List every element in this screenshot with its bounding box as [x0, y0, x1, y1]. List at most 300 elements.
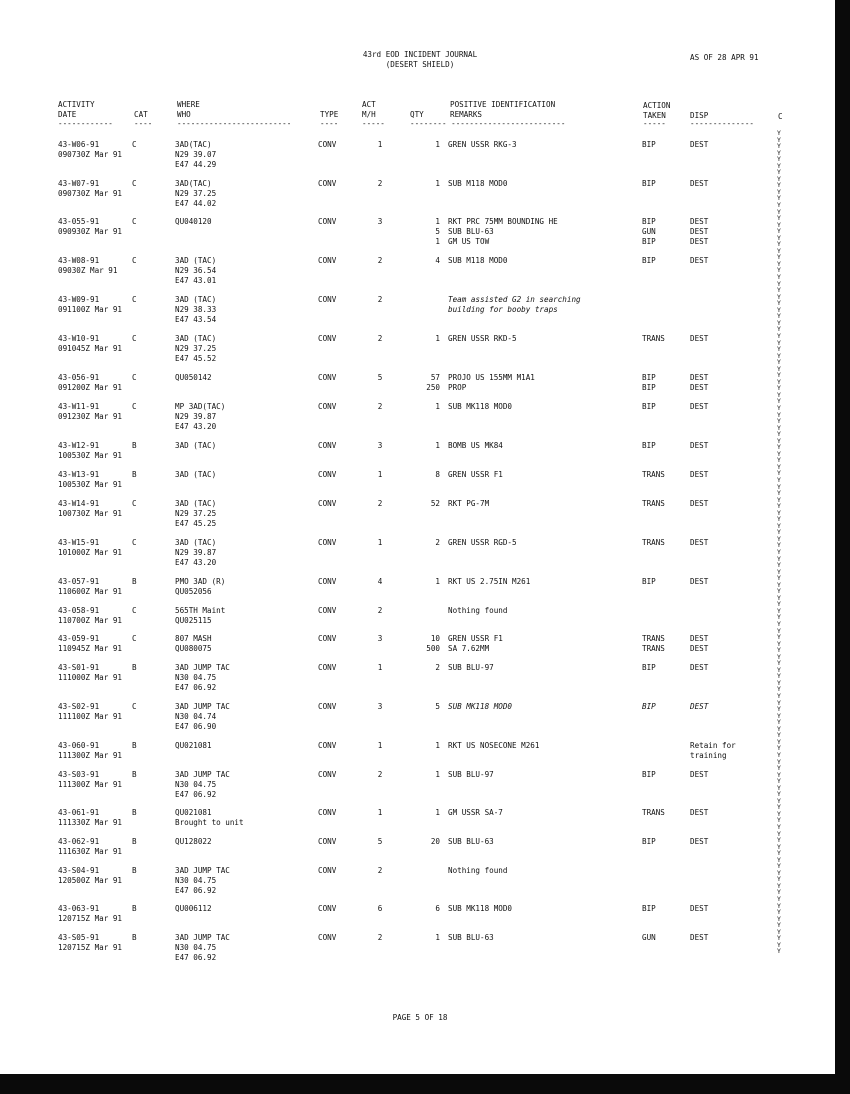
activity-date-cell-line: 091100Z Mar 91 — [58, 305, 123, 314]
type-cell — [318, 866, 336, 876]
qty-cell-line: 20 — [430, 837, 440, 846]
remarks-cell-line — [448, 558, 517, 568]
qty-cell — [405, 663, 440, 693]
act-mh-cell — [370, 634, 390, 644]
activity-date-cell-line: 43-W06-91 — [58, 140, 100, 149]
qty-cell — [405, 499, 440, 529]
act-mh-cell — [370, 441, 390, 451]
remarks-cell-line — [448, 266, 507, 276]
type-cell-line: CONV — [318, 441, 337, 450]
c-column-mark: Y — [777, 456, 781, 465]
c-column-mark: Y — [777, 777, 781, 786]
where-who-cell-line: N29 37.25 — [175, 344, 217, 353]
action-taken-cell-line — [642, 422, 656, 432]
activity-date-cell — [58, 866, 122, 886]
col-header-positive-id: POSITIVE IDENTIFICATION — [450, 100, 556, 109]
action-taken-cell-line: TRANS — [642, 808, 665, 817]
cat-cell-line: C — [132, 538, 137, 547]
qty-cell — [405, 140, 440, 170]
disp-cell — [690, 256, 708, 286]
c-column-mark: Y — [777, 528, 781, 537]
action-taken-cell-line — [642, 266, 656, 276]
act-mh-cell — [370, 538, 390, 548]
c-column-mark: Y — [777, 829, 781, 838]
activity-date-cell — [58, 373, 122, 393]
where-who-cell-line: E47 06.92 — [175, 683, 217, 692]
action-taken-cell — [642, 441, 656, 471]
action-taken-cell-line — [642, 548, 665, 558]
disp-cell — [690, 808, 708, 838]
where-who-cell-line: 3AD (TAC) — [175, 256, 217, 265]
where-who-cell-line: N30 04.75 — [175, 876, 217, 885]
disp-cell-line — [690, 276, 708, 286]
activity-date-cell-line: 100530Z Mar 91 — [58, 451, 123, 460]
qty-cell-line — [405, 422, 440, 432]
disp-cell-line: DEST — [690, 663, 709, 672]
type-cell-line: CONV — [318, 634, 337, 643]
disp-cell-line: DEST — [690, 227, 709, 236]
c-column-mark: Y — [777, 403, 781, 412]
c-column-mark: Y — [777, 495, 781, 504]
activity-date-cell-line: 43-062-91 — [58, 837, 100, 846]
where-who-cell-line: E47 06.92 — [175, 886, 217, 895]
disp-cell-line — [690, 914, 708, 924]
activity-date-cell-line: 111300Z Mar 91 — [58, 780, 123, 789]
where-who-cell-line: E47 43.54 — [175, 315, 217, 324]
c-column-mark: Y — [777, 750, 781, 759]
action-taken-cell — [642, 663, 656, 693]
where-who-cell-line: 3AD (TAC) — [175, 499, 217, 508]
c-column-mark: Y — [777, 423, 781, 432]
disp-cell-line — [690, 344, 708, 354]
as-of-date: AS OF 28 APR 91 — [690, 53, 759, 62]
c-column-mark: Y — [777, 155, 781, 164]
action-taken-cell-line: BIP — [642, 179, 656, 188]
qty-cell-line — [405, 683, 440, 693]
act-mh-cell — [370, 933, 390, 943]
where-who-cell-line: N29 36.54 — [175, 266, 217, 275]
c-column-mark: Y — [777, 947, 781, 956]
c-column-mark: Y — [777, 286, 781, 295]
cat-cell — [132, 606, 137, 616]
activity-date-cell-line: 43-055-91 — [58, 217, 100, 226]
activity-date-cell — [58, 663, 122, 683]
c-column-mark: Y — [777, 475, 781, 484]
action-taken-cell — [642, 140, 656, 170]
action-taken-cell-line: BIP — [642, 904, 656, 913]
action-taken-cell-line: BIP — [642, 256, 656, 265]
c-column-mark: Y — [777, 659, 781, 668]
remarks-cell-line — [448, 886, 507, 896]
c-column-mark: Y — [777, 731, 781, 740]
action-taken-cell-line — [642, 150, 656, 160]
activity-date-cell-line: 43-057-91 — [58, 577, 100, 586]
activity-date-cell — [58, 217, 122, 237]
cat-cell-line: C — [132, 256, 137, 265]
col-header-c: C — [778, 112, 783, 121]
cat-cell — [132, 663, 137, 673]
activity-date-cell-line: 43-059-91 — [58, 634, 100, 643]
action-taken-cell-line — [642, 914, 656, 924]
c-column-mark: Y — [777, 580, 781, 589]
c-column-mark: Y — [777, 397, 781, 406]
c-column-mark: Y — [777, 790, 781, 799]
remarks-cell — [448, 179, 507, 209]
qty-cell-line — [405, 943, 440, 953]
qty-cell — [405, 933, 440, 963]
c-column-mark: Y — [777, 868, 781, 877]
where-who-cell — [175, 808, 244, 838]
remarks-cell-line: Nothing found — [448, 606, 508, 615]
activity-date-cell-line: 43-W08-91 — [58, 256, 100, 265]
qty-cell-line — [405, 886, 440, 896]
remarks-cell-line: GREN USSR RGD-5 — [448, 538, 517, 547]
remarks-cell — [448, 499, 489, 529]
qty-cell-line: 52 — [430, 499, 440, 508]
c-column-mark: Y — [777, 633, 781, 642]
cat-cell-line: B — [132, 663, 137, 672]
qty-cell-line: 2 — [435, 663, 440, 672]
where-who-cell-line: N29 39.87 — [175, 412, 217, 421]
where-who-cell-line: N29 37.25 — [175, 189, 217, 198]
disp-cell-line — [690, 712, 708, 722]
where-who-cell — [175, 256, 216, 286]
remarks-cell — [448, 634, 503, 664]
c-column-mark: Y — [777, 259, 781, 268]
activity-date-cell-line: 43-W12-91 — [58, 441, 100, 450]
where-who-cell-line: E47 44.02 — [175, 199, 217, 208]
act-mh-cell-line: 2 — [377, 256, 383, 265]
where-who-cell-line: QU021081 — [175, 741, 212, 750]
qty-cell-line — [405, 953, 440, 963]
c-column-mark: Y — [777, 639, 781, 648]
disp-cell-line: DEST — [690, 256, 709, 265]
c-column-mark: Y — [777, 168, 781, 177]
title-line-1: 43rd EOD INCIDENT JOURNAL — [362, 50, 478, 59]
type-cell-line: CONV — [318, 663, 337, 672]
type-cell-line: CONV — [318, 606, 337, 615]
where-who-cell-line: 3AD (TAC) — [175, 334, 217, 343]
activity-date-cell — [58, 741, 122, 761]
c-column-mark: Y — [777, 620, 781, 629]
c-column-mark: Y — [777, 816, 781, 825]
where-who-cell — [175, 179, 216, 209]
col-header-qty: QTY — [410, 110, 424, 119]
type-cell-line: CONV — [318, 179, 337, 188]
disp-cell-line — [690, 548, 708, 558]
disp-cell-line: DEST — [690, 383, 709, 392]
rule-cat: ---- — [134, 119, 153, 128]
remarks-cell-line: RKT PG-7M — [448, 499, 490, 508]
disp-cell-line — [690, 722, 708, 732]
qty-cell-line: 1 — [435, 237, 440, 246]
type-cell — [318, 741, 336, 751]
cat-cell — [132, 295, 137, 305]
remarks-cell-line: GREN USSR RKG-3 — [448, 140, 517, 149]
where-who-cell-line: QU025115 — [175, 616, 212, 625]
c-column-mark: Y — [777, 672, 781, 681]
cat-cell — [132, 256, 137, 266]
activity-date-cell-line: 43-058-91 — [58, 606, 100, 615]
remarks-cell-line: RKT US NOSECONE M261 — [448, 741, 540, 750]
where-who-cell — [175, 334, 216, 364]
c-column-mark: Y — [777, 908, 781, 917]
qty-cell-line: 1 — [435, 441, 440, 450]
qty-cell — [405, 741, 440, 771]
action-taken-cell — [642, 256, 656, 286]
cat-cell — [132, 402, 137, 412]
action-taken-cell-line: BIP — [642, 441, 656, 450]
action-taken-cell-line — [642, 451, 656, 461]
type-cell — [318, 702, 336, 712]
remarks-cell — [448, 741, 539, 771]
where-who-cell-line — [175, 383, 212, 393]
where-who-cell-line: E47 06.90 — [175, 722, 217, 731]
disp-cell-line — [690, 818, 708, 828]
where-who-cell-line: E47 06.92 — [175, 953, 217, 962]
qty-cell — [405, 808, 440, 838]
c-column-mark: Y — [777, 161, 781, 170]
activity-date-cell-line: 43-061-91 — [58, 808, 100, 817]
activity-date-cell-line: 120500Z Mar 91 — [58, 876, 123, 885]
action-taken-cell — [642, 179, 656, 209]
disp-cell-line: DEST — [690, 441, 709, 450]
where-who-cell-line: N29 38.33 — [175, 305, 217, 314]
c-column-mark: Y — [777, 299, 781, 308]
act-mh-cell — [370, 770, 390, 780]
act-mh-cell — [370, 702, 390, 712]
activity-date-cell — [58, 179, 122, 199]
where-who-cell-line: QU128022 — [175, 837, 212, 846]
activity-date-cell — [58, 295, 122, 315]
c-column-mark: Y — [777, 574, 781, 583]
act-mh-cell — [370, 140, 390, 150]
remarks-cell-line — [448, 344, 517, 354]
c-column-mark: Y — [777, 384, 781, 393]
action-taken-cell-line: BIP — [642, 383, 656, 392]
action-taken-cell-line — [642, 160, 656, 170]
c-column-mark: Y — [777, 331, 781, 340]
qty-cell — [405, 441, 440, 471]
action-taken-cell-line — [642, 344, 665, 354]
activity-date-cell-line: 43-056-91 — [58, 373, 100, 382]
action-taken-cell-line — [642, 857, 656, 867]
c-column-mark: Y — [777, 587, 781, 596]
action-taken-cell — [642, 470, 665, 500]
disp-cell-line: DEST — [690, 402, 709, 411]
type-cell — [318, 441, 336, 451]
c-column-mark: Y — [777, 253, 781, 262]
action-taken-cell-line: TRANS — [642, 634, 665, 643]
where-who-cell-line: N29 39.87 — [175, 548, 217, 557]
cat-cell-line: C — [132, 140, 137, 149]
where-who-cell-line: QU050142 — [175, 373, 212, 382]
c-column-mark: Y — [777, 836, 781, 845]
where-who-cell — [175, 441, 216, 471]
cat-cell — [132, 634, 137, 644]
type-cell — [318, 538, 336, 548]
cat-cell — [132, 702, 137, 712]
cat-cell-line: B — [132, 866, 137, 875]
cat-cell-line: B — [132, 904, 137, 913]
type-cell — [318, 770, 336, 780]
where-who-cell-line: E47 43.20 — [175, 422, 217, 431]
remarks-cell — [448, 933, 494, 963]
disp-cell-line — [690, 790, 708, 800]
action-taken-cell-line: BIP — [642, 702, 656, 711]
action-taken-cell-line: BIP — [642, 237, 656, 246]
where-who-cell-line: QU040120 — [175, 217, 212, 226]
remarks-cell-line: SUB MK118 MOD0 — [448, 402, 513, 411]
act-mh-cell-line: 3 — [377, 634, 383, 643]
act-mh-cell-line: 1 — [377, 470, 383, 479]
where-who-cell-line: 3AD (TAC) — [175, 441, 217, 450]
activity-date-cell-line: 120715Z Mar 91 — [58, 943, 123, 952]
action-taken-cell — [642, 402, 656, 432]
rule-disp: -------------- — [690, 119, 755, 128]
scan-border-right — [835, 0, 850, 1094]
remarks-cell-line — [448, 160, 517, 170]
type-cell-line: CONV — [318, 904, 337, 913]
c-column-mark: Y — [777, 927, 781, 936]
disp-cell — [690, 634, 708, 664]
act-mh-cell — [370, 295, 390, 305]
qty-cell-line — [405, 606, 440, 616]
cat-cell-line: B — [132, 577, 137, 586]
where-who-cell-line: E47 43.01 — [175, 276, 217, 285]
act-mh-cell — [370, 470, 390, 480]
c-column-mark: Y — [777, 593, 781, 602]
disp-cell-line: DEST — [690, 179, 709, 188]
c-column-mark: Y — [777, 842, 781, 851]
action-taken-cell-line: TRANS — [642, 644, 665, 653]
activity-date-cell-line: 111000Z Mar 91 — [58, 673, 123, 682]
c-column-mark: Y — [777, 901, 781, 910]
act-mh-cell-line: 2 — [377, 179, 383, 188]
where-who-cell-line: 3AD (TAC) — [175, 295, 217, 304]
activity-date-cell-line: 091200Z Mar 91 — [58, 383, 123, 392]
remarks-cell-line — [448, 751, 539, 761]
c-column-mark: Y — [777, 410, 781, 419]
rule-where: ------------------------- — [177, 119, 292, 128]
remarks-cell — [448, 866, 507, 896]
disp-cell-line — [690, 953, 708, 963]
c-column-mark: Y — [777, 358, 781, 367]
action-taken-cell-line — [642, 199, 656, 209]
type-cell-line: CONV — [318, 933, 337, 942]
activity-date-cell-line: 43-W09-91 — [58, 295, 100, 304]
action-taken-cell-line: GUN — [642, 227, 656, 236]
where-who-cell — [175, 140, 216, 170]
disp-cell-line — [690, 451, 708, 461]
type-cell — [318, 577, 336, 587]
disp-cell-line — [690, 683, 708, 693]
cat-cell — [132, 441, 137, 451]
action-taken-cell-line — [642, 412, 656, 422]
type-cell — [318, 499, 336, 509]
act-mh-cell-line: 1 — [377, 741, 383, 750]
disp-cell — [690, 140, 708, 170]
qty-cell — [405, 837, 440, 867]
qty-cell-line — [405, 354, 440, 364]
action-taken-cell — [642, 837, 656, 867]
disp-cell — [690, 741, 736, 771]
disp-cell-line — [690, 422, 708, 432]
activity-date-cell-line: 43-063-91 — [58, 904, 100, 913]
c-column-mark: Y — [777, 803, 781, 812]
qty-cell-line: 6 — [435, 904, 440, 913]
type-cell-line: CONV — [318, 866, 337, 875]
col-header-type: TYPE — [320, 110, 339, 119]
cat-cell — [132, 837, 137, 847]
c-column-mark: Y — [777, 809, 781, 818]
qty-cell — [405, 256, 440, 286]
act-mh-cell — [370, 741, 390, 751]
action-taken-cell-line: TRANS — [642, 538, 665, 547]
c-column-mark: Y — [777, 705, 781, 714]
remarks-cell-line — [448, 422, 512, 432]
where-who-cell-line — [175, 847, 212, 857]
disp-cell-line: DEST — [690, 634, 709, 643]
qty-cell — [405, 606, 440, 636]
disp-cell-line: DEST — [690, 933, 709, 942]
act-mh-cell-line: 1 — [377, 538, 383, 547]
act-mh-cell — [370, 402, 390, 412]
qty-cell-line — [405, 480, 440, 490]
cat-cell-line: B — [132, 741, 137, 750]
activity-date-cell — [58, 470, 122, 490]
remarks-cell-line: GREN USSR RKD-5 — [448, 334, 517, 343]
where-who-cell — [175, 538, 216, 568]
where-who-cell-line — [175, 480, 216, 490]
cat-cell-line: C — [132, 606, 137, 615]
where-who-cell-line: QU021081 — [175, 808, 212, 817]
c-column-mark: Y — [777, 600, 781, 609]
c-column-mark: Y — [777, 849, 781, 858]
qty-cell-line — [405, 751, 440, 761]
remarks-cell-line: SUB M118 MOD0 — [448, 256, 508, 265]
qty-cell-line: 500 — [426, 644, 440, 653]
qty-cell-line — [405, 189, 440, 199]
activity-date-cell-line: 43-060-91 — [58, 741, 100, 750]
activity-date-cell — [58, 334, 122, 354]
qty-cell-line — [405, 451, 440, 461]
where-who-cell-line: E47 45.52 — [175, 354, 217, 363]
act-mh-cell — [370, 256, 390, 266]
qty-cell-line — [405, 876, 440, 886]
type-cell — [318, 933, 336, 943]
c-column-mark: Y — [777, 554, 781, 563]
activity-date-cell-line: 120715Z Mar 91 — [58, 914, 123, 923]
where-who-cell-line: N30 04.75 — [175, 943, 217, 952]
where-who-cell — [175, 402, 225, 432]
c-column-mark: Y — [777, 325, 781, 334]
qty-cell-line: 2 — [435, 538, 440, 547]
remarks-cell-line: Nothing found — [448, 866, 508, 875]
cat-cell-line: C — [132, 295, 137, 304]
act-mh-cell — [370, 866, 390, 876]
action-taken-cell-line: BIP — [642, 402, 656, 411]
qty-cell-line: 5 — [435, 227, 440, 236]
activity-date-cell-line: 43-S01-91 — [58, 663, 100, 672]
remarks-cell-line — [448, 354, 517, 364]
qty-cell — [405, 217, 440, 247]
type-cell-line: CONV — [318, 470, 337, 479]
act-mh-cell-line: 2 — [377, 402, 383, 411]
remarks-cell-line — [448, 683, 494, 693]
c-column-mark: Y — [777, 921, 781, 930]
c-column-mark: Y — [777, 227, 781, 236]
